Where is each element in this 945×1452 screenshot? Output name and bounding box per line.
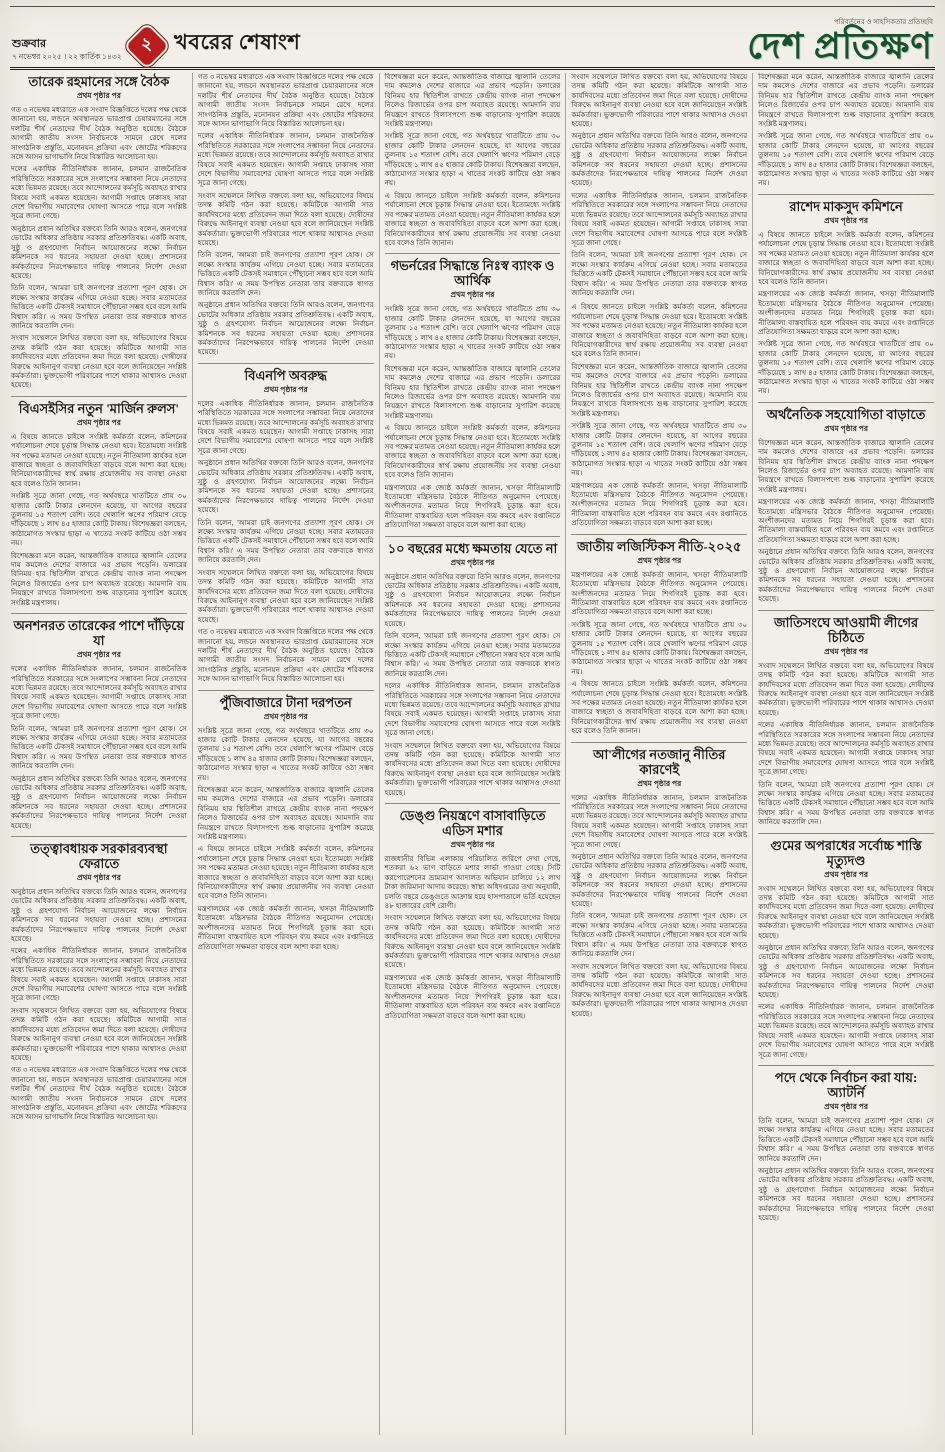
- masthead-tagline: পরিবর্তনের ও সাহসিকতার প্রতিচ্ছবি: [834, 18, 933, 26]
- section-title: খবরের শেষাংশ: [174, 30, 301, 54]
- story-paragraph: মন্ত্রণালয়ের এক জ্যেষ্ঠ কর্মকর্তা জানান, খসড়া নীতিমালাটি ইতোমধ্যে মন্ত্রিসভার বৈঠকে নীতিগত অনুমোদন পেয়েছে। অংশীজনদের মতামত নিয়ে শিগগিরই চূড়ান্ত করা হবে। নীতিমালা বাস্তবায়িত হলে পরিবহন ব্যয় কমবে এবং রপ্তানিতে প্রতিযোগিতা সক্ষমতা বাড়বে বলে আশা করা হচ্ছে।: [384, 483, 561, 530]
- story: [758, 1065, 934, 1223]
- continued-from-kicker: প্রথম পৃষ্ঠার পর: [824, 869, 869, 879]
- story-paragraph: গত ৩ নভেম্বর মধ্যরাতে এক সংবাদ বিজ্ঞপ্তিতে দলের পক্ষ থেকে জানানো হয়, লন্ডনে অবস্থানরত ভারপ্রাপ্ত চেয়ারম্যানের সঙ্গে দলটির শীর্ষ নেতাদের দীর্ঘ বৈঠক অনুষ্ঠিত হয়েছে। বৈঠকে আগামী জাতীয় সংসদ নির্বাচনকে সামনে রেখে দলের সাংগঠনিক প্রস্তুতি, মনোনয়ন প্রক্রিয়া এবং জোটের শরিকদের সঙ্গে আসন ভাগাভাগি নিয়ে বিস্তারিত আলোচনা হয়।: [11, 1066, 187, 1122]
- weekday-label: শুক্রবার: [12, 37, 47, 50]
- story-paragraph: অনুষ্ঠানে প্রধান অতিথির বক্তব্যে তিনি আরও বলেন, জনগণের ভোটের অধিকার প্রতিষ্ঠায় সরকার প্রতিশ্রুতিবদ্ধ। একটি অবাধ, সুষ্ঠু ও গ্রহণযোগ্য নির্বাচন আয়োজনের লক্ষ্যে নির্বাচন কমিশনকে সব ধরনের সহায়তা দেওয়া হচ্ছে। প্রশাসনের কর্মকর্তাদের নিরপেক্ষভাবে দায়িত্ব পালনের নির্দেশ দেওয়া হয়েছে।: [384, 572, 561, 628]
- story-paragraph: এ বিষয়ে জানতে চাইলে সংশ্লিষ্ট কর্মকর্তা বলেন, কমিশনের পর্যালোচনা শেষে চূড়ান্ত সিদ্ধান্ত নেওয়া হবে। ইতোমধ্যে সংশ্লিষ্ট সব পক্ষের মতামত নেওয়া হয়েছে। নতুন নীতিমালা কার্যকর হলে বাজারে স্বচ্ছতা ও জবাবদিহিতা বাড়বে বলে আশা করা হচ্ছে। বিনিয়োগকারীদের স্বার্থ রক্ষায় প্রয়োজনীয় সব ব্যবস্থা নেওয়া হবে বলেও তিনি জানান।: [571, 303, 748, 359]
- story-paragraph: সংশ্লিষ্ট সূত্রে জানা গেছে, গত অর্থবছরে খাতটিতে প্রায় ৩০ হাজার কোটি টাকার লেনদেন হয়েছে, যা আগের বছরের তুলনায় ১৫ শতাংশ বেশি। তবে খেলাপি ঋণের পরিমাণ বেড়ে দাঁড়িয়েছে ১ লাখ ৪৫ হাজার কোটি টাকায়। বিশেষজ্ঞরা বলছেন, কাঠামোগত সংস্কার ছাড়া এ খাতের সংকট কাটিয়ে ওঠা সম্ভব নয়।: [384, 305, 561, 361]
- page-header: [10, 6, 935, 70]
- story-headline: অনশনরত তারেকের পাশে দাঁড়িয়ে যা: [13, 618, 185, 649]
- story-paragraph: সংবাদ সম্মেলনে লিখিত বক্তব্যে বলা হয়, অভিযোগের বিষয়ে তদন্ত কমিটি গঠন করা হয়েছে। কমিটিকে আগামী সাত কার্যদিবসের মধ্যে প্রতিবেদন জমা দিতে বলা হয়েছে। দোষীদের বিরুদ্ধে আইনানুগ ব্যবস্থা নেওয়া হবে বলে জানিয়েছেন সংশ্লিষ্ট কর্মকর্তারা। ভুক্তভোগী পরিবারের পাশে থাকার আশ্বাসও দেওয়া হয়েছে।: [197, 191, 374, 247]
- story-paragraph: দলের একাধিক নীতিনির্ধারক জানান, চলমান রাজনৈতিক পরিস্থিতিতে সরকারের সঙ্গে সংলাপের সম্ভাবনা নিয়ে নেতাদের মধ্যে ভিন্নমত রয়েছে। তবে আন্দোলনের কর্মসূচি অব্যাহত রাখার বিষয়ে সবাই একমত হয়েছেন। আগামী সপ্তাহে ঢাকাসহ সারা দেশে বিভাগীয় সমাবেশের ঘোষণা আসতে পারে বলে সংশ্লিষ্ট সূত্রে জানা গেছে।: [11, 665, 187, 721]
- continued-from-kicker: প্রথম পৃষ্ঠার পর: [263, 711, 308, 721]
- story: [571, 534, 747, 737]
- story-paragraph: মন্ত্রণালয়ের এক জ্যেষ্ঠ কর্মকর্তা জানান, খসড়া নীতিমালাটি ইতোমধ্যে মন্ত্রিসভার বৈঠকে নীতিগত অনুমোদন পেয়েছে। অংশীজনদের মতামত নিয়ে শিগগিরই চূড়ান্ত করা হবে। নীতিমালা বাস্তবায়িত হলে পরিবহন ব্যয় কমবে এবং রপ্তানিতে প্রতিযোগিতা সক্ষমতা বাড়বে বলে আশা করা হচ্ছে।: [758, 290, 934, 336]
- story-headline: জাতীয় লজিস্টিকস নীতি-২০২৫: [577, 538, 742, 554]
- story-paragraph: এ বিষয়ে জানতে চাইলে সংশ্লিষ্ট কর্মকর্তা বলেন, কমিশনের পর্যালোচনা শেষে চূড়ান্ত সিদ্ধান্ত নেওয়া হবে। ইতোমধ্যে সংশ্লিষ্ট সব পক্ষের মতামত নেওয়া হয়েছে। নতুন নীতিমালা কার্যকর হলে বাজারে স্বচ্ছতা ও জবাবদিহিতা বাড়বে বলে আশা করা হচ্ছে। বিনিয়োগকারীদের স্বার্থ রক্ষায় প্রয়োজনীয় সব ব্যবস্থা নেওয়া হবে বলেও তিনি জানান।: [758, 230, 934, 286]
- continued-from-kicker: প্রথম পৃষ্ঠার পর: [450, 290, 495, 300]
- story-paragraph: মন্ত্রণালয়ের এক জ্যেষ্ঠ কর্মকর্তা জানান, খসড়া নীতিমালাটি ইতোমধ্যে মন্ত্রিসভার বৈঠকে নীতিগত অনুমোদন পেয়েছে। অংশীজনদের মতামত নিয়ে শিগগিরই চূড়ান্ত করা হবে। নীতিমালা বাস্তবায়িত হলে পরিবহন ব্যয় কমবে এবং রপ্তানিতে প্রতিযোগিতা সক্ষমতা বাড়বে বলে আশা করা হচ্ছে।: [571, 570, 748, 617]
- story-paragraph: বিশেষজ্ঞরা মনে করেন, আন্তর্জাতিক বাজারে জ্বালানি তেলের দাম কমলেও দেশের বাজারে এর প্রভাব পড়েনি। ডলারের বিনিময় হার স্থিতিশীল রাখতে কেন্দ্রীয় ব্যাংক নানা পদক্ষেপ নিলেও রিজার্ভের ওপর চাপ অব্যাহত রয়েছে। আমদানি ব্যয় নিয়ন্ত্রণে রাখতে বিলাসপণ্যে শুল্ক বাড়ানোর সুপারিশ করেছে সংশ্লিষ্ট মন্ত্রণালয়।: [758, 438, 934, 494]
- story-paragraph: তিনি বলেন, 'আমরা চাই জনগণের প্রত্যাশা পূরণ হোক। সে লক্ষ্যে সংস্কার কার্যক্রম এগিয়ে নেওয়া হচ্ছে। সবার মতামতের ভিত্তিতে একটি টেকসই সমাধানে পৌঁছানো সম্ভব হবে বলে আমি বিশ্বাস করি।' এ সময় উপস্থিত নেতারা তার বক্তব্যকে স্বাগত জানিয়ে করতালি দেন।: [571, 251, 748, 297]
- story-paragraph: এ বিষয়ে জানতে চাইলে সংশ্লিষ্ট কর্মকর্তা বলেন, কমিশনের পর্যালোচনা শেষে চূড়ান্ত সিদ্ধান্ত নেওয়া হবে। ইতোমধ্যে সংশ্লিষ্ট সব পক্ষের মতামত নেওয়া হয়েছে। নতুন নীতিমালা কার্যকর হলে বাজারে স্বচ্ছতা ও জবাবদিহিতা বাড়বে বলে আশা করা হচ্ছে। বিনিয়োগকারীদের স্বার্থ রক্ষায় প্রয়োজনীয় সব ব্যবস্থা নেওয়া হবে বলেও তিনি জানান।: [384, 191, 561, 247]
- story-paragraph: সংশ্লিষ্ট সূত্রে জানা গেছে, গত অর্থবছরে খাতটিতে প্রায় ৩০ হাজার কোটি টাকার লেনদেন হয়েছে, যা আগের বছরের তুলনায় ১৫ শতাংশ বেশি। তবে খেলাপি ঋণের পরিমাণ বেড়ে দাঁড়িয়েছে ১ লাখ ৪৫ হাজার কোটি টাকায়। বিশেষজ্ঞরা বলছেন, কাঠামোগত সংস্কার ছাড়া এ খাতের সংকট কাটিয়ে ওঠা সম্ভব নয়।: [11, 492, 187, 548]
- story: [11, 836, 187, 1123]
- story-headline: জাতিসংঘে আওয়ামী লীগের চিঠিতে: [773, 614, 919, 645]
- story-paragraph: অনুষ্ঠানে প্রধান অতিথির বক্তব্যে তিনি আরও বলেন, জনগণের ভোটের অধিকার প্রতিষ্ঠায় সরকার প্রতিশ্রুতিবদ্ধ। একটি অবাধ, সুষ্ঠু ও গ্রহণযোগ্য নির্বাচন আয়োজনের লক্ষ্যে নির্বাচন কমিশনকে সব ধরনের সহায়তা দেওয়া হচ্ছে। প্রশাসনের কর্মকর্তাদের নিরপেক্ষভাবে দায়িত্ব পালনের নির্দেশ দেওয়া হয়েছে।: [758, 548, 934, 604]
- story-paragraph: অনুষ্ঠানে প্রধান অতিথির বক্তব্যে তিনি আরও বলেন, জনগণের ভোটের অধিকার প্রতিষ্ঠায় সরকার প্রতিশ্রুতিবদ্ধ। একটি অবাধ, সুষ্ঠু ও গ্রহণযোগ্য নির্বাচন আয়োজনের লক্ষ্যে নির্বাচন কমিশনকে সব ধরনের সহায়তা দেওয়া হচ্ছে। প্রশাসনের কর্মকর্তাদের নিরপেক্ষভাবে দায়িত্ব পালনের নির্দেশ দেওয়া হয়েছে।: [571, 132, 748, 188]
- story-paragraph: বিশেষজ্ঞরা মনে করেন, আন্তর্জাতিক বাজারে জ্বালানি তেলের দাম কমলেও দেশের বাজারে এর প্রভাব পড়েনি। ডলারের বিনিময় হার স্থিতিশীল রাখতে কেন্দ্রীয় ব্যাংক নানা পদক্ষেপ নিলেও রিজার্ভের ওপর চাপ অব্যাহত রয়েছে। আমদানি ব্যয় নিয়ন্ত্রণে রাখতে বিলাসপণ্যে শুল্ক বাড়ানোর সুপারিশ করেছে সংশ্লিষ্ট মন্ত্রণালয়।: [384, 73, 561, 129]
- story-paragraph: সংবাদ সম্মেলনে লিখিত বক্তব্যে বলা হয়, অভিযোগের বিষয়ে তদন্ত কমিটি গঠন করা হয়েছে। কমিটিকে আগামী সাত কার্যদিবসের মধ্যে প্রতিবেদন জমা দিতে বলা হয়েছে। দোষীদের বিরুদ্ধে আইনানুগ ব্যবস্থা নেওয়া হবে বলে জানিয়েছেন সংশ্লিষ্ট কর্মকর্তারা। ভুক্তভোগী পরিবারের পাশে থাকার আশ্বাসও দেওয়া হয়েছে।: [571, 962, 748, 1018]
- story-paragraph: এ বিষয়ে জানতে চাইলে সংশ্লিষ্ট কর্মকর্তা বলেন, কমিশনের পর্যালোচনা শেষে চূড়ান্ত সিদ্ধান্ত নেওয়া হবে। ইতোমধ্যে সংশ্লিষ্ট সব পক্ষের মতামত নেওয়া হয়েছে। নতুন নীতিমালা কার্যকর হলে বাজারে স্বচ্ছতা ও জবাবদিহিতা বাড়বে বলে আশা করা হচ্ছে। বিনিয়োগকারীদের স্বার্থ রক্ষায় প্রয়োজনীয় সব ব্যবস্থা নেওয়া হবে বলেও তিনি জানান।: [384, 424, 561, 480]
- story-headline: তারেক রহমানের সঙ্গে বৈঠক: [28, 74, 170, 89]
- story-headline: গুমের অপরাধের সর্বোচ্চ শাস্তি মৃত্যুদণ্ড: [770, 837, 922, 868]
- story-paragraph: এ বিষয়ে জানতে চাইলে সংশ্লিষ্ট কর্মকর্তা বলেন, কমিশনের পর্যালোচনা শেষে চূড়ান্ত সিদ্ধান্ত নেওয়া হবে। ইতোমধ্যে সংশ্লিষ্ট সব পক্ষের মতামত নেওয়া হয়েছে। নতুন নীতিমালা কার্যকর হলে বাজারে স্বচ্ছতা ও জবাবদিহিতা বাড়বে বলে আশা করা হচ্ছে। বিনিয়োগকারীদের স্বার্থ রক্ষায় প্রয়োজনীয় সব ব্যবস্থা নেওয়া হবে বলেও তিনি জানান।: [11, 432, 187, 488]
- continued-from-kicker: প্রথম পৃষ্ঠার পর: [76, 650, 121, 660]
- news-column-4: [566, 73, 753, 1435]
- story: [385, 536, 561, 798]
- story-paragraph: সংবাদ সম্মেলনে লিখিত বক্তব্যে বলা হয়, অভিযোগের বিষয়ে তদন্ত কমিটি গঠন করা হয়েছে। কমিটিকে আগামী সাত কার্যদিবসের মধ্যে প্রতিবেদন জমা দিতে বলা হয়েছে। দোষীদের বিরুদ্ধে আইনানুগ ব্যবস্থা নেওয়া হবে বলে জানিয়েছেন সংশ্লিষ্ট কর্মকর্তারা। ভুক্তভোগী পরিবারের পাশে থাকার আশ্বাসও দেওয়া হয়েছে।: [758, 661, 934, 717]
- continued-from-kicker: প্রথম পৃষ্ঠার পর: [450, 557, 495, 567]
- story-paragraph: তিনি বলেন, 'আমরা চাই জনগণের প্রত্যাশা পূরণ হোক। সে লক্ষ্যে সংস্কার কার্যক্রম এগিয়ে নেওয়া হচ্ছে। সবার মতামতের ভিত্তিতে একটি টেকসই সমাধানে পৌঁছানো সম্ভব হবে বলে আমি বিশ্বাস করি।' এ সময় উপস্থিত নেতারা তার বক্তব্যকে স্বাগত জানিয়ে করতালি দেন।: [11, 724, 187, 771]
- story-continuation: [758, 73, 934, 189]
- story-paragraph: অনুষ্ঠানে প্রধান অতিথির বক্তব্যে তিনি আরও বলেন, জনগণের ভোটের অধিকার প্রতিষ্ঠায় সরকার প্রতিশ্রুতিবদ্ধ। একটি অবাধ, সুষ্ঠু ও গ্রহণযোগ্য নির্বাচন আয়োজনের লক্ষ্যে নির্বাচন কমিশনকে সব ধরনের সহায়তা দেওয়া হচ্ছে। প্রশাসনের কর্মকর্তাদের নিরপেক্ষভাবে দায়িত্ব পালনের নির্দেশ দেওয়া হয়েছে।: [758, 944, 934, 1000]
- story-headline: পদে থেকে নির্বাচন করা যায়: অ্যাটর্নি: [774, 1069, 918, 1100]
- continued-from-kicker: প্রথম পৃষ্ঠার পর: [824, 1101, 869, 1111]
- story-paragraph: তিনি বলেন, 'আমরা চাই জনগণের প্রত্যাশা পূরণ হোক। সে লক্ষ্যে সংস্কার কার্যক্রম এগিয়ে নেওয়া হচ্ছে। সবার মতামতের ভিত্তিতে একটি টেকসই সমাধানে পৌঁছানো সম্ভব হবে বলে আমি বিশ্বাস করি।' এ সময় উপস্থিত নেতারা তার বক্তব্যকে স্বাগত জানিয়ে করতালি দেন।: [571, 912, 748, 959]
- story-paragraph: সংবাদ সম্মেলনে লিখিত বক্তব্যে বলা হয়, অভিযোগের বিষয়ে তদন্ত কমিটি গঠন করা হয়েছে। কমিটিকে আগামী সাত কার্যদিবসের মধ্যে প্রতিবেদন জমা দিতে বলা হয়েছে। দোষীদের বিরুদ্ধে আইনানুগ ব্যবস্থা নেওয়া হবে বলে জানিয়েছেন সংশ্লিষ্ট কর্মকর্তারা। ভুক্তভোগী পরিবারের পাশে থাকার আশ্বাসও দেওয়া হয়েছে।: [384, 914, 561, 970]
- news-column-2: [193, 73, 380, 1435]
- story-paragraph: তিনি বলেন, 'আমরা চাই জনগণের প্রত্যাশা পূরণ হোক। সে লক্ষ্যে সংস্কার কার্যক্রম এগিয়ে নেওয়া হচ্ছে। সবার মতামতের ভিত্তিতে একটি টেকসই সমাধানে পৌঁছানো সম্ভব হবে বলে আমি বিশ্বাস করি।' এ সময় উপস্থিত নেতারা তার বক্তব্যকে স্বাগত জানিয়ে করতালি দেন।: [384, 632, 561, 678]
- story: [758, 833, 934, 1060]
- continued-from-kicker: প্রথম পৃষ্ঠার পর: [76, 91, 121, 100]
- story-paragraph: অনুষ্ঠানে প্রধান অতিথির বক্তব্যে তিনি আরও বলেন, জনগণের ভোটের অধিকার প্রতিষ্ঠায় সরকার প্রতিশ্রুতিবদ্ধ। একটি অবাধ, সুষ্ঠু ও গ্রহণযোগ্য নির্বাচন আয়োজনের লক্ষ্যে নির্বাচন কমিশনকে সব ধরনের সহায়তা দেওয়া হচ্ছে। প্রশাসনের কর্মকর্তাদের নিরপেক্ষভাবে দায়িত্ব পালনের নির্দেশ দেওয়া হয়েছে।: [11, 888, 187, 944]
- story: [198, 690, 374, 952]
- story-paragraph: তিনি বলেন, 'আমরা চাই জনগণের প্রত্যাশা পূরণ হোক। সে লক্ষ্যে সংস্কার কার্যক্রম এগিয়ে নেওয়া হচ্ছে। সবার মতামতের ভিত্তিতে একটি টেকসই সমাধানে পৌঁছানো সম্ভব হবে বলে আমি বিশ্বাস করি।' এ সময় উপস্থিত নেতারা তার বক্তব্যকে স্বাগত জানিয়ে করতালি দেন।: [197, 518, 374, 565]
- story-paragraph: মন্ত্রণালয়ের এক জ্যেষ্ঠ কর্মকর্তা জানান, খসড়া নীতিমালাটি ইতোমধ্যে মন্ত্রিসভার বৈঠকে নীতিগত অনুমোদন পেয়েছে। অংশীজনদের মতামত নিয়ে শিগগিরই চূড়ান্ত করা হবে। নীতিমালা বাস্তবায়িত হলে পরিবহন ব্যয় কমবে এবং রপ্তানিতে প্রতিযোগিতা সক্ষমতা বাড়বে বলে আশা করা হচ্ছে।: [571, 481, 748, 528]
- story-paragraph: গত ৩ নভেম্বর মধ্যরাতে এক সংবাদ বিজ্ঞপ্তিতে দলের পক্ষ থেকে জানানো হয়, লন্ডনে অবস্থানরত ভারপ্রাপ্ত চেয়ারম্যানের সঙ্গে দলটির শীর্ষ নেতাদের দীর্ঘ বৈঠক অনুষ্ঠিত হয়েছে। বৈঠকে আগামী জাতীয় সংসদ নির্বাচনকে সামনে রেখে দলের সাংগঠনিক প্রস্তুতি, মনোনয়ন প্রক্রিয়া এবং জোটের শরিকদের সঙ্গে আসন ভাগাভাগি নিয়ে বিস্তারিত আলোচনা হয়।: [11, 106, 187, 162]
- story-paragraph: অনুষ্ঠানে প্রধান অতিথির বক্তব্যে তিনি আরও বলেন, জনগণের ভোটের অধিকার প্রতিষ্ঠায় সরকার প্রতিশ্রুতিবদ্ধ। একটি অবাধ, সুষ্ঠু ও গ্রহণযোগ্য নির্বাচন আয়োজনের লক্ষ্যে নির্বাচন কমিশনকে সব ধরনের সহায়তা দেওয়া হচ্ছে। প্রশাসনের কর্মকর্তাদের নিরপেক্ষভাবে দায়িত্ব পালনের নির্দেশ দেওয়া হয়েছে।: [758, 1166, 934, 1222]
- story-paragraph: বিশেষজ্ঞরা মনে করেন, আন্তর্জাতিক বাজারে জ্বালানি তেলের দাম কমলেও দেশের বাজারে এর প্রভাব পড়েনি। ডলারের বিনিময় হার স্থিতিশীল রাখতে কেন্দ্রীয় ব্যাংক নানা পদক্ষেপ নিলেও রিজার্ভের ওপর চাপ অব্যাহত রয়েছে। আমদানি ব্যয় নিয়ন্ত্রণে রাখতে বিলাসপণ্যে শুল্ক বাড়ানোর সুপারিশ করেছে সংশ্লিষ্ট মন্ত্রণালয়।: [571, 362, 748, 418]
- story-paragraph: গত ৩ নভেম্বর মধ্যরাতে এক সংবাদ বিজ্ঞপ্তিতে দলের পক্ষ থেকে জানানো হয়, লন্ডনে অবস্থানরত ভারপ্রাপ্ত চেয়ারম্যানের সঙ্গে দলটির শীর্ষ নেতাদের দীর্ঘ বৈঠক অনুষ্ঠিত হয়েছে। বৈঠকে আগামী জাতীয় সংসদ নির্বাচনকে সামনে রেখে দলের সাংগঠনিক প্রস্তুতি, মনোনয়ন প্রক্রিয়া এবং জোটের শরিকদের সঙ্গে আসন ভাগাভাগি নিয়ে বিস্তারিত আলোচনা হয়।: [197, 73, 374, 129]
- story-paragraph: সংবাদ সম্মেলনে লিখিত বক্তব্যে বলা হয়, অভিযোগের বিষয়ে তদন্ত কমিটি গঠন করা হয়েছে। কমিটিকে আগামী সাত কার্যদিবসের মধ্যে প্রতিবেদন জমা দিতে বলা হয়েছে। দোষীদের বিরুদ্ধে আইনানুগ ব্যবস্থা নেওয়া হবে বলে জানিয়েছেন সংশ্লিষ্ট কর্মকর্তারা। ভুক্তভোগী পরিবারের পাশে থাকার আশ্বাসও দেওয়া হয়েছে।: [384, 741, 561, 797]
- story-paragraph: তিনি বলেন, 'আমরা চাই জনগণের প্রত্যাশা পূরণ হোক। সে লক্ষ্যে সংস্কার কার্যক্রম এগিয়ে নেওয়া হচ্ছে। সবার মতামতের ভিত্তিতে একটি টেকসই সমাধানে পৌঁছানো সম্ভব হবে বলে আমি বিশ্বাস করি।' এ সময় উপস্থিত নেতারা তার বক্তব্যকে স্বাগত জানিয়ে করতালি দেন।: [758, 1116, 934, 1163]
- story-paragraph: তিনি বলেন, 'আমরা চাই জনগণের প্রত্যাশা পূরণ হোক। সে লক্ষ্যে সংস্কার কার্যক্রম এগিয়ে নেওয়া হচ্ছে। সবার মতামতের ভিত্তিতে একটি টেকসই সমাধানে পৌঁছানো সম্ভব হবে বলে আমি বিশ্বাস করি।' এ সময় উপস্থিত নেতারা তার বক্তব্যকে স্বাগত জানিয়ে করতালি দেন।: [197, 251, 374, 297]
- story-paragraph: দলের একাধিক নীতিনির্ধারক জানান, চলমান রাজনৈতিক পরিস্থিতিতে সরকারের সঙ্গে সংলাপের সম্ভাবনা নিয়ে নেতাদের মধ্যে ভিন্নমত রয়েছে। তবে আন্দোলনের কর্মসূচি অব্যাহত রাখার বিষয়ে সবাই একমত হয়েছেন। আগামী সপ্তাহে ঢাকাসহ সারা দেশে বিভাগীয় সমাবেশের ঘোষণা আসতে পারে বলে সংশ্লিষ্ট সূত্রে জানা গেছে।: [758, 1003, 934, 1059]
- story: [758, 610, 934, 828]
- story-paragraph: সংশ্লিষ্ট সূত্রে জানা গেছে, গত অর্থবছরে খাতটিতে প্রায় ৩০ হাজার কোটি টাকার লেনদেন হয়েছে, যা আগের বছরের তুলনায় ১৫ শতাংশ বেশি। তবে খেলাপি ঋণের পরিমাণ বেড়ে দাঁড়িয়েছে ১ লাখ ৪৫ হাজার কোটি টাকায়। বিশেষজ্ঞরা বলছেন, কাঠামোগত সংস্কার ছাড়া এ খাতের সংকট কাটিয়ে ওঠা সম্ভব নয়।: [571, 422, 748, 478]
- story-paragraph: সংবাদ সম্মেলনে লিখিত বক্তব্যে বলা হয়, অভিযোগের বিষয়ে তদন্ত কমিটি গঠন করা হয়েছে। কমিটিকে আগামী সাত কার্যদিবসের মধ্যে প্রতিবেদন জমা দিতে বলা হয়েছে। দোষীদের বিরুদ্ধে আইনানুগ ব্যবস্থা নেওয়া হবে বলে জানিয়েছেন সংশ্লিষ্ট কর্মকর্তারা। ভুক্তভোগী পরিবারের পাশে থাকার আশ্বাসও দেওয়া হয়েছে।: [197, 568, 374, 624]
- story-headline: গভর্নরের সিদ্ধান্তে নিঃস্ব ব্যাংক ও আর্থিক: [390, 258, 555, 289]
- story-headline: পুঁজিবাজারে টানা দরপতন: [219, 694, 352, 710]
- masthead: [747, 16, 933, 66]
- story-paragraph: দলের একাধিক নীতিনির্ধারক জানান, চলমান রাজনৈতিক পরিস্থিতিতে সরকারের সঙ্গে সংলাপের সম্ভাবনা নিয়ে নেতাদের মধ্যে ভিন্নমত রয়েছে। তবে আন্দোলনের কর্মসূচি অব্যাহত রাখার বিষয়ে সবাই একমত হয়েছেন। আগামী সপ্তাহে ঢাকাসহ সারা দেশে বিভাগীয় সমাবেশের ঘোষণা আসতে পারে বলে সংশ্লিষ্ট সূত্রে জানা গেছে।: [571, 191, 748, 247]
- story-continuation: [571, 303, 747, 528]
- story-paragraph: সংবাদ সম্মেলনে লিখিত বক্তব্যে বলা হয়, অভিযোগের বিষয়ে তদন্ত কমিটি গঠন করা হয়েছে। কমিটিকে আগামী সাত কার্যদিবসের মধ্যে প্রতিবেদন জমা দিতে বলা হয়েছে। দোষীদের বিরুদ্ধে আইনানুগ ব্যবস্থা নেওয়া হবে বলে জানিয়েছেন সংশ্লিষ্ট কর্মকর্তারা। ভুক্তভোগী পরিবারের পাশে থাকার আশ্বাসও দেওয়া হয়েছে।: [758, 884, 934, 940]
- continued-from-kicker: প্রথম পৃষ্ঠার পর: [637, 778, 682, 788]
- story: [198, 363, 374, 685]
- continued-from-kicker: প্রথম পৃষ্ঠার পর: [76, 417, 121, 427]
- page-number-emblem: [126, 25, 168, 67]
- story-paragraph: গত ৩ নভেম্বর মধ্যরাতে এক সংবাদ বিজ্ঞপ্তিতে দলের পক্ষ থেকে জানানো হয়, লন্ডনে অবস্থানরত ভারপ্রাপ্ত চেয়ারম্যানের সঙ্গে দলটির শীর্ষ নেতাদের দীর্ঘ বৈঠক অনুষ্ঠিত হয়েছে। বৈঠকে আগামী জাতীয় সংসদ নির্বাচনকে সামনে রেখে দলের সাংগঠনিক প্রস্তুতি, মনোনয়ন প্রক্রিয়া এবং জোটের শরিকদের সঙ্গে আসন ভাগাভাগি নিয়ে বিস্তারিত আলোচনা হয়।: [197, 628, 374, 684]
- date-label: ৭ নভেম্বর ২০২৫ । ২২ কার্তিক ১৪৩২: [12, 51, 122, 61]
- story: [11, 613, 187, 831]
- story-paragraph: সংশ্লিষ্ট সূত্রে জানা গেছে, গত অর্থবছরে খাতটিতে প্রায় ৩০ হাজার কোটি টাকার লেনদেন হয়েছে, যা আগের বছরের তুলনায় ১৫ শতাংশ বেশি। তবে খেলাপি ঋণের পরিমাণ বেড়ে দাঁড়িয়েছে ১ লাখ ৪৫ হাজার কোটি টাকায়। বিশেষজ্ঞরা বলছেন, কাঠামোগত সংস্কার ছাড়া এ খাতের সংকট কাটিয়ে ওঠা সম্ভব নয়।: [758, 340, 934, 396]
- story-paragraph: এ বিষয়ে জানতে চাইলে সংশ্লিষ্ট কর্মকর্তা বলেন, কমিশনের পর্যালোচনা শেষে চূড়ান্ত সিদ্ধান্ত নেওয়া হবে। ইতোমধ্যে সংশ্লিষ্ট সব পক্ষের মতামত নেওয়া হয়েছে। নতুন নীতিমালা কার্যকর হলে বাজারে স্বচ্ছতা ও জবাবদিহিতা বাড়বে বলে আশা করা হচ্ছে। বিনিয়োগকারীদের স্বার্থ রক্ষায় প্রয়োজনীয় সব ব্যবস্থা নেওয়া হবে বলেও তিনি জানান।: [571, 680, 748, 736]
- continued-from-kicker: প্রথম পৃষ্ঠার পর: [824, 215, 869, 225]
- continued-from-kicker: প্রথম পৃষ্ঠার পর: [76, 873, 121, 882]
- story-paragraph: সংশ্লিষ্ট সূত্রে জানা গেছে, গত অর্থবছরে খাতটিতে প্রায় ৩০ হাজার কোটি টাকার লেনদেন হয়েছে, যা আগের বছরের তুলনায় ১৫ শতাংশ বেশি। তবে খেলাপি ঋণের পরিমাণ বেড়ে দাঁড়িয়েছে ১ লাখ ৪৫ হাজার কোটি টাকায়। বিশেষজ্ঞরা বলছেন, কাঠামোগত সংস্কার ছাড়া এ খাতের সংকট কাটিয়ে ওঠা সম্ভব নয়।: [758, 132, 934, 188]
- story-paragraph: অনুষ্ঠানে প্রধান অতিথির বক্তব্যে তিনি আরও বলেন, জনগণের ভোটের অধিকার প্রতিষ্ঠায় সরকার প্রতিশ্রুতিবদ্ধ। একটি অবাধ, সুষ্ঠু ও গ্রহণযোগ্য নির্বাচন আয়োজনের লক্ষ্যে নির্বাচন কমিশনকে সব ধরনের সহায়তা দেওয়া হচ্ছে। প্রশাসনের কর্মকর্তাদের নিরপেক্ষভাবে দায়িত্ব পালনের নির্দেশ দেওয়া হয়েছে।: [11, 224, 187, 280]
- continued-from-kicker: প্রথম পৃষ্ঠার পর: [450, 840, 495, 849]
- story-paragraph: সংশ্লিষ্ট সূত্রে জানা গেছে, গত অর্থবছরে খাতটিতে প্রায় ৩০ হাজার কোটি টাকার লেনদেন হয়েছে, যা আগের বছরের তুলনায় ১৫ শতাংশ বেশি। তবে খেলাপি ঋণের পরিমাণ বেড়ে দাঁড়িয়েছে ১ লাখ ৪৫ হাজার কোটি টাকায়। বিশেষজ্ঞরা বলছেন, কাঠামোগত সংস্কার ছাড়া এ খাতের সংকট কাটিয়ে ওঠা সম্ভব নয়।: [197, 726, 374, 782]
- story-paragraph: সংবাদ সম্মেলনে লিখিত বক্তব্যে বলা হয়, অভিযোগের বিষয়ে তদন্ত কমিটি গঠন করা হয়েছে। কমিটিকে আগামী সাত কার্যদিবসের মধ্যে প্রতিবেদন জমা দিতে বলা হয়েছে। দোষীদের বিরুদ্ধে আইনানুগ ব্যবস্থা নেওয়া হবে বলে জানিয়েছেন সংশ্লিষ্ট কর্মকর্তারা। ভুক্তভোগী পরিবারের পাশে থাকার আশ্বাসও দেওয়া হয়েছে।: [11, 334, 187, 390]
- continued-from-kicker: প্রথম পৃষ্ঠার পর: [824, 423, 869, 433]
- story-paragraph: দলের একাধিক নীতিনির্ধারক জানান, চলমান রাজনৈতিক পরিস্থিতিতে সরকারের সঙ্গে সংলাপের সম্ভাবনা নিয়ে নেতাদের মধ্যে ভিন্নমত রয়েছে। তবে আন্দোলনের কর্মসূচি অব্যাহত রাখার বিষয়ে সবাই একমত হয়েছেন। আগামী সপ্তাহে ঢাকাসহ সারা দেশে বিভাগীয় সমাবেশের ঘোষণা আসতে পারে বলে সংশ্লিষ্ট সূত্রে জানা গেছে।: [197, 399, 374, 455]
- continued-from-kicker: প্রথম পৃষ্ঠার পর: [263, 384, 308, 394]
- story: [758, 402, 934, 605]
- story-paragraph: দলের একাধিক নীতিনির্ধারক জানান, চলমান রাজনৈতিক পরিস্থিতিতে সরকারের সঙ্গে সংলাপের সম্ভাবনা নিয়ে নেতাদের মধ্যে ভিন্নমত রয়েছে। তবে আন্দোলনের কর্মসূচি অব্যাহত রাখার বিষয়ে সবাই একমত হয়েছেন। আগামী সপ্তাহে ঢাকাসহ সারা দেশে বিভাগীয় সমাবেশের ঘোষণা আসতে পারে বলে সংশ্লিষ্ট সূত্রে জানা গেছে।: [197, 132, 374, 188]
- story-paragraph: দলের একাধিক নীতিনির্ধারক জানান, চলমান রাজনৈতিক পরিস্থিতিতে সরকারের সঙ্গে সংলাপের সম্ভাবনা নিয়ে নেতাদের মধ্যে ভিন্নমত রয়েছে। তবে আন্দোলনের কর্মসূচি অব্যাহত রাখার বিষয়ে সবাই একমত হয়েছেন। আগামী সপ্তাহে ঢাকাসহ সারা দেশে বিভাগীয় সমাবেশের ঘোষণা আসতে পারে বলে সংশ্লিষ্ট সূত্রে জানা গেছে।: [11, 165, 187, 221]
- story-headline: বিএনপি অবরুদ্ধ: [244, 367, 327, 383]
- continued-from-kicker: প্রথম পৃষ্ঠার পর: [824, 646, 869, 656]
- story-continuation: [385, 73, 561, 248]
- story-paragraph: অনুষ্ঠানে প্রধান অতিথির বক্তব্যে তিনি আরও বলেন, জনগণের ভোটের অধিকার প্রতিষ্ঠায় সরকার প্রতিশ্রুতিবদ্ধ। একটি অবাধ, সুষ্ঠু ও গ্রহণযোগ্য নির্বাচন আয়োজনের লক্ষ্যে নির্বাচন কমিশনকে সব ধরনের সহায়তা দেওয়া হচ্ছে। প্রশাসনের কর্মকর্তাদের নিরপেক্ষভাবে দায়িত্ব পালনের নির্দেশ দেওয়া হয়েছে।: [197, 301, 374, 357]
- story-paragraph: দলের একাধিক নীতিনির্ধারক জানান, চলমান রাজনৈতিক পরিস্থিতিতে সরকারের সঙ্গে সংলাপের সম্ভাবনা নিয়ে নেতাদের মধ্যে ভিন্নমত রয়েছে। তবে আন্দোলনের কর্মসূচি অব্যাহত রাখার বিষয়ে সবাই একমত হয়েছেন। আগামী সপ্তাহে ঢাকাসহ সারা দেশে বিভাগীয় সমাবেশের ঘোষণা আসতে পারে বলে সংশ্লিষ্ট সূত্রে জানা গেছে।: [571, 793, 748, 849]
- continued-from-kicker: প্রথম পৃষ্ঠার পর: [637, 555, 682, 565]
- story-paragraph: সংশ্লিষ্ট সূত্রে জানা গেছে, গত অর্থবছরে খাতটিতে প্রায় ৩০ হাজার কোটি টাকার লেনদেন হয়েছে, যা আগের বছরের তুলনায় ১৫ শতাংশ বেশি। তবে খেলাপি ঋণের পরিমাণ বেড়ে দাঁড়িয়েছে ১ লাখ ৪৫ হাজার কোটি টাকায়। বিশেষজ্ঞরা বলছেন, কাঠামোগত সংস্কার ছাড়া এ খাতের সংকট কাটিয়ে ওঠা সম্ভব নয়।: [571, 620, 748, 676]
- story-paragraph: রাজধানীর বিভিন্ন এলাকায় পরিচালিত জরিপে দেখা গেছে, শতকরা ৬২ ভাগ বাড়িতে মশার লার্ভা পাওয়া গেছে। সিটি করপোরেশনের ভ্রাম্যমাণ আদালত অভিযান চালিয়ে ১২ লাখ টাকা জরিমানা আদায় করেছে। স্বাস্থ্য অধিদপ্তরের তথ্য অনুযায়ী, চলতি বছরে ডেঙ্গুতে আক্রান্ত হয়ে হাসপাতালে ভর্তি হয়েছেন ৪৮ হাজারের বেশি রোগী।: [384, 855, 561, 911]
- masthead-title: দেশ প্রতিক্ষণ: [747, 26, 933, 66]
- story-headline: রাশেদ মাকসুদ কমিশনে: [789, 198, 903, 214]
- story-paragraph: অনুষ্ঠানে প্রধান অতিথির বক্তব্যে তিনি আরও বলেন, জনগণের ভোটের অধিকার প্রতিষ্ঠায় সরকার প্রতিশ্রুতিবদ্ধ। একটি অবাধ, সুষ্ঠু ও গ্রহণযোগ্য নির্বাচন আয়োজনের লক্ষ্যে নির্বাচন কমিশনকে সব ধরনের সহায়তা দেওয়া হচ্ছে। প্রশাসনের কর্মকর্তাদের নিরপেক্ষভাবে দায়িত্ব পালনের নির্দেশ দেওয়া হয়েছে।: [197, 459, 374, 515]
- story-paragraph: তিনি বলেন, 'আমরা চাই জনগণের প্রত্যাশা পূরণ হোক। সে লক্ষ্যে সংস্কার কার্যক্রম এগিয়ে নেওয়া হচ্ছে। সবার মতামতের ভিত্তিতে একটি টেকসই সমাধানে পৌঁছানো সম্ভব হবে বলে আমি বিশ্বাস করি।' এ সময় উপস্থিত নেতারা তার বক্তব্যকে স্বাগত জানিয়ে করতালি দেন।: [758, 780, 934, 827]
- story-headline: বিএসইসির নতুন 'মার্জিন রুলস': [18, 400, 180, 416]
- story: [11, 396, 187, 608]
- news-column-3: [380, 73, 567, 1435]
- story-paragraph: তিনি বলেন, 'আমরা চাই জনগণের প্রত্যাশা পূরণ হোক। সে লক্ষ্যে সংস্কার কার্যক্রম এগিয়ে নেওয়া হচ্ছে। সবার মতামতের ভিত্তিতে একটি টেকসই সমাধানে পৌঁছানো সম্ভব হবে বলে আমি বিশ্বাস করি।' এ সময় উপস্থিত নেতারা তার বক্তব্যকে স্বাগত জানিয়ে করতালি দেন।: [11, 284, 187, 330]
- story-paragraph: অনুষ্ঠানে প্রধান অতিথির বক্তব্যে তিনি আরও বলেন, জনগণের ভোটের অধিকার প্রতিষ্ঠায় সরকার প্রতিশ্রুতিবদ্ধ। একটি অবাধ, সুষ্ঠু ও গ্রহণযোগ্য নির্বাচন আয়োজনের লক্ষ্যে নির্বাচন কমিশনকে সব ধরনের সহায়তা দেওয়া হচ্ছে। প্রশাসনের কর্মকর্তাদের নিরপেক্ষভাবে দায়িত্ব পালনের নির্দেশ দেওয়া হয়েছে।: [11, 774, 187, 830]
- story-headline: অর্থনৈতিক সহযোগিতা বাড়াতে: [766, 406, 926, 422]
- story-headline: আ'লীগের নতজানু নীতির কারণেই: [593, 746, 726, 777]
- story-paragraph: অনুষ্ঠানে প্রধান অতিথির বক্তব্যে তিনি আরও বলেন, জনগণের ভোটের অধিকার প্রতিষ্ঠায় সরকার প্রতিশ্রুতিবদ্ধ। একটি অবাধ, সুষ্ঠু ও গ্রহণযোগ্য নির্বাচন আয়োজনের লক্ষ্যে নির্বাচন কমিশনকে সব ধরনের সহায়তা দেওয়া হচ্ছে। প্রশাসনের কর্মকর্তাদের নিরপেক্ষভাবে দায়িত্ব পালনের নির্দেশ দেওয়া হয়েছে।: [571, 853, 748, 909]
- story-paragraph: দলের একাধিক নীতিনির্ধারক জানান, চলমান রাজনৈতিক পরিস্থিতিতে সরকারের সঙ্গে সংলাপের সম্ভাবনা নিয়ে নেতাদের মধ্যে ভিন্নমত রয়েছে। তবে আন্দোলনের কর্মসূচি অব্যাহত রাখার বিষয়ে সবাই একমত হয়েছেন। আগামী সপ্তাহে ঢাকাসহ সারা দেশে বিভাগীয় সমাবেশের ঘোষণা আসতে পারে বলে সংশ্লিষ্ট সূত্রে জানা গেছে।: [11, 947, 187, 1003]
- story-paragraph: সংবাদ সম্মেলনে লিখিত বক্তব্যে বলা হয়, অভিযোগের বিষয়ে তদন্ত কমিটি গঠন করা হয়েছে। কমিটিকে আগামী সাত কার্যদিবসের মধ্যে প্রতিবেদন জমা দিতে বলা হয়েছে। দোষীদের বিরুদ্ধে আইনানুগ ব্যবস্থা নেওয়া হবে বলে জানিয়েছেন সংশ্লিষ্ট কর্মকর্তারা। ভুক্তভোগী পরিবারের পাশে থাকার আশ্বাসও দেওয়া হয়েছে।: [571, 73, 748, 129]
- story-paragraph: মন্ত্রণালয়ের এক জ্যেষ্ঠ কর্মকর্তা জানান, খসড়া নীতিমালাটি ইতোমধ্যে মন্ত্রিসভার বৈঠকে নীতিগত অনুমোদন পেয়েছে। অংশীজনদের মতামত নিয়ে শিগগিরই চূড়ান্ত করা হবে। নীতিমালা বাস্তবায়িত হলে পরিবহন ব্যয় কমবে এবং রপ্তানিতে প্রতিযোগিতা সক্ষমতা বাড়বে বলে আশা করা হচ্ছে।: [384, 973, 561, 1020]
- story-paragraph: দলের একাধিক নীতিনির্ধারক জানান, চলমান রাজনৈতিক পরিস্থিতিতে সরকারের সঙ্গে সংলাপের সম্ভাবনা নিয়ে নেতাদের মধ্যে ভিন্নমত রয়েছে। তবে আন্দোলনের কর্মসূচি অব্যাহত রাখার বিষয়ে সবাই একমত হয়েছেন। আগামী সপ্তাহে ঢাকাসহ সারা দেশে বিভাগীয় সমাবেশের ঘোষণা আসতে পারে বলে সংশ্লিষ্ট সূত্রে জানা গেছে।: [384, 682, 561, 738]
- story-paragraph: বিশেষজ্ঞরা মনে করেন, আন্তর্জাতিক বাজারে জ্বালানি তেলের দাম কমলেও দেশের বাজারে এর প্রভাব পড়েনি। ডলারের বিনিময় হার স্থিতিশীল রাখতে কেন্দ্রীয় ব্যাংক নানা পদক্ষেপ নিলেও রিজার্ভের ওপর চাপ অব্যাহত রয়েছে। আমদানি ব্যয় নিয়ন্ত্রণে রাখতে বিলাসপণ্যে শুল্ক বাড়ানোর সুপারিশ করেছে সংশ্লিষ্ট মন্ত্রণালয়।: [197, 786, 374, 842]
- news-column-5: [753, 73, 935, 1435]
- story-paragraph: বিশেষজ্ঞরা মনে করেন, আন্তর্জাতিক বাজারে জ্বালানি তেলের দাম কমলেও দেশের বাজারে এর প্রভাব পড়েনি। ডলারের বিনিময় হার স্থিতিশীল রাখতে কেন্দ্রীয় ব্যাংক নানা পদক্ষেপ নিলেও রিজার্ভের ওপর চাপ অব্যাহত রয়েছে। আমদানি ব্যয় নিয়ন্ত্রণে রাখতে বিলাসপণ্যে শুল্ক বাড়ানোর সুপারিশ করেছে সংশ্লিষ্ট মন্ত্রণালয়।: [758, 73, 934, 129]
- story-paragraph: মন্ত্রণালয়ের এক জ্যেষ্ঠ কর্মকর্তা জানান, খসড়া নীতিমালাটি ইতোমধ্যে মন্ত্রিসভার বৈঠকে নীতিগত অনুমোদন পেয়েছে। অংশীজনদের মতামত নিয়ে শিগগিরই চূড়ান্ত করা হবে। নীতিমালা বাস্তবায়িত হলে পরিবহন ব্যয় কমবে এবং রপ্তানিতে প্রতিযোগিতা সক্ষমতা বাড়বে বলে আশা করা হচ্ছে।: [197, 904, 374, 951]
- story-paragraph: বিশেষজ্ঞরা মনে করেন, আন্তর্জাতিক বাজারে জ্বালানি তেলের দাম কমলেও দেশের বাজারে এর প্রভাব পড়েনি। ডলারের বিনিময় হার স্থিতিশীল রাখতে কেন্দ্রীয় ব্যাংক নানা পদক্ষেপ নিলেও রিজার্ভের ওপর চাপ অব্যাহত রয়েছে। আমদানি ব্যয় নিয়ন্ত্রণে রাখতে বিলাসপণ্যে শুল্ক বাড়ানোর সুপারিশ করেছে সংশ্লিষ্ট মন্ত্রণালয়।: [11, 551, 187, 607]
- story: [385, 253, 561, 530]
- story-paragraph: দলের একাধিক নীতিনির্ধারক জানান, চলমান রাজনৈতিক পরিস্থিতিতে সরকারের সঙ্গে সংলাপের সম্ভাবনা নিয়ে নেতাদের মধ্যে ভিন্নমত রয়েছে। তবে আন্দোলনের কর্মসূচি অব্যাহত রাখার বিষয়ে সবাই একমত হয়েছেন। আগামী সপ্তাহে ঢাকাসহ সারা দেশে বিভাগীয় সমাবেশের ঘোষণা আসতে পারে বলে সংশ্লিষ্ট সূত্রে জানা গেছে।: [758, 721, 934, 777]
- story-continuation: [198, 73, 374, 358]
- story-headline: ডেঙ্গু নিয়ন্ত্রণে বাসাবাড়িতে এডিস মশার: [399, 808, 546, 838]
- story-paragraph: সংবাদ সম্মেলনে লিখিত বক্তব্যে বলা হয়, অভিযোগের বিষয়ে তদন্ত কমিটি গঠন করা হয়েছে। কমিটিকে আগামী সাত কার্যদিবসের মধ্যে প্রতিবেদন জমা দিতে বলা হয়েছে। দোষীদের বিরুদ্ধে আইনানুগ ব্যবস্থা নেওয়া হবে বলে জানিয়েছেন সংশ্লিষ্ট কর্মকর্তারা। ভুক্তভোগী পরিবারের পাশে থাকার আশ্বাসও দেওয়া হয়েছে।: [11, 1006, 187, 1062]
- story-paragraph: মন্ত্রণালয়ের এক জ্যেষ্ঠ কর্মকর্তা জানান, খসড়া নীতিমালাটি ইতোমধ্যে মন্ত্রিসভার বৈঠকে নীতিগত অনুমোদন পেয়েছে। অংশীজনদের মতামত নিয়ে শিগগিরই চূড়ান্ত করা হবে। নীতিমালা বাস্তবায়িত হলে পরিবহন ব্যয় কমবে এবং রপ্তানিতে প্রতিযোগিতা সক্ষমতা বাড়বে বলে আশা করা হচ্ছে।: [758, 498, 934, 544]
- story-continuation: [571, 73, 747, 298]
- news-column-1: [10, 73, 193, 1435]
- date-block: [12, 38, 130, 63]
- story-headline: তত্ত্বাবধায়ক সরকারব্যবস্থা ফেরাতে: [30, 841, 168, 871]
- story: [385, 803, 561, 1021]
- story-paragraph: এ বিষয়ে জানতে চাইলে সংশ্লিষ্ট কর্মকর্তা বলেন, কমিশনের পর্যালোচনা শেষে চূড়ান্ত সিদ্ধান্ত নেওয়া হবে। ইতোমধ্যে সংশ্লিষ্ট সব পক্ষের মতামত নেওয়া হয়েছে। নতুন নীতিমালা কার্যকর হলে বাজারে স্বচ্ছতা ও জবাবদিহিতা বাড়বে বলে আশা করা হচ্ছে। বিনিয়োগকারীদের স্বার্থ রক্ষায় প্রয়োজনীয় সব ব্যবস্থা নেওয়া হবে বলেও তিনি জানান।: [197, 845, 374, 901]
- story-paragraph: সংশ্লিষ্ট সূত্রে জানা গেছে, গত অর্থবছরে খাতটিতে প্রায় ৩০ হাজার কোটি টাকার লেনদেন হয়েছে, যা আগের বছরের তুলনায় ১৫ শতাংশ বেশি। তবে খেলাপি ঋণের পরিমাণ বেড়ে দাঁড়িয়েছে ১ লাখ ৪৫ হাজার কোটি টাকায়। বিশেষজ্ঞরা বলছেন, কাঠামোগত সংস্কার ছাড়া এ খাতের সংকট কাটিয়ে ওঠা সম্ভব নয়।: [384, 132, 561, 188]
- columns-container: [10, 73, 935, 1435]
- story: [571, 742, 747, 1019]
- story: [11, 74, 187, 391]
- page-number: ২: [141, 35, 153, 54]
- story-headline: ১০ বছরের মধ্যে ক্ষমতায় যেতে না: [387, 540, 558, 556]
- story-paragraph: বিশেষজ্ঞরা মনে করেন, আন্তর্জাতিক বাজারে জ্বালানি তেলের দাম কমলেও দেশের বাজারে এর প্রভাব পড়েনি। ডলারের বিনিময় হার স্থিতিশীল রাখতে কেন্দ্রীয় ব্যাংক নানা পদক্ষেপ নিলেও রিজার্ভের ওপর চাপ অব্যাহত রয়েছে। আমদানি ব্যয় নিয়ন্ত্রণে রাখতে বিলাসপণ্যে শুল্ক বাড়ানোর সুপারিশ করেছে সংশ্লিষ্ট মন্ত্রণালয়।: [384, 364, 561, 420]
- story: [758, 194, 934, 397]
